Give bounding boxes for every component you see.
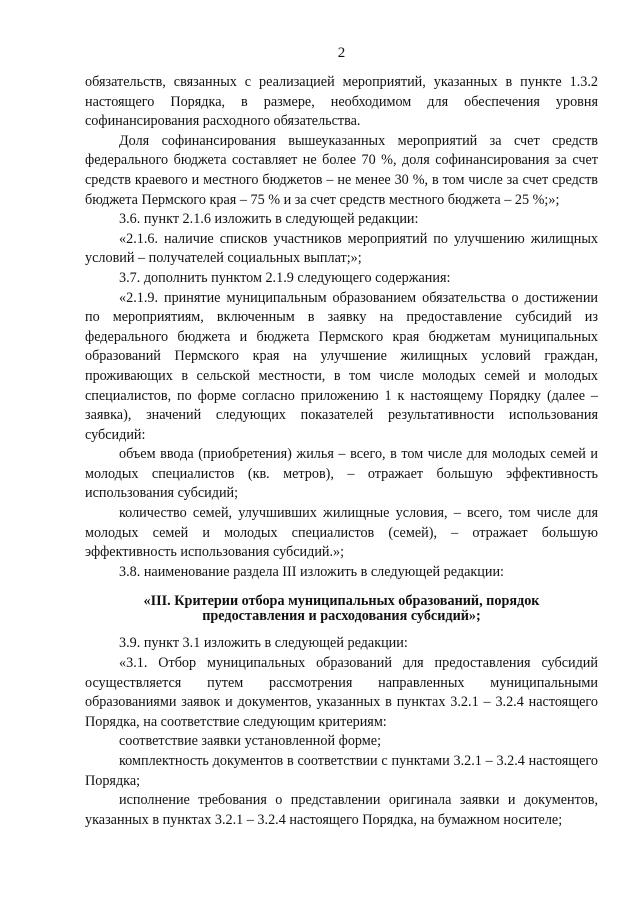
paragraph: обязательств, связанных с реализацией мероприятий, указанных в пункте 1.3.2 настоящего Порядка, в размере, необходимом для обеспечения уровня софинансирования расходного обязательства. bbox=[85, 74, 598, 130]
paragraph: 3.7. дополнить пунктом 2.1.9 следующего содержания: bbox=[119, 269, 451, 286]
paragraph: объем ввода (приобретения) жилья – всего, в том числе для молодых семей и молодых специалистов (кв. метров), – отражает большую эффективность использования субсидий; bbox=[85, 446, 598, 502]
paragraph: «2.1.9. принятие муниципальным образованием обязательства о достижении по мероприятиям, включенным в заявку на предоставление субсидий из федерального бюджета и бюджета Пермского края бюджетам муниципальных образований Пермского края на улучшение жилищных условий граждан, проживающих в сельской местности, в том числе молодых семей и молодых специалистов, по форме согласно приложению 1 к настоящему Порядку (далее – заявка), значений следующих показателей результативности использования субсидий: bbox=[85, 289, 598, 443]
paragraph: 3.6. пункт 2.1.6 изложить в следующей редакции: bbox=[119, 211, 419, 228]
section-heading-line: «III. Критерии отбора муниципальных образований, порядок bbox=[143, 593, 540, 610]
paragraph: 3.9. пункт 3.1 изложить в следующей редакции: bbox=[119, 635, 408, 652]
body-before-heading bbox=[85, 73, 598, 582]
paragraph: количество семей, улучшивших жилищные условия, – всего, том числе для молодых семей и молодых специалистов (семей), – отражает большую эффективность использования субсидий.»; bbox=[85, 505, 598, 561]
paragraph: 3.8. наименование раздела III изложить в следующей редакции: bbox=[119, 563, 504, 580]
paragraph: соответствие заявки установленной форме; bbox=[119, 733, 382, 750]
page-number: 2 bbox=[337, 45, 346, 61]
paragraph: комплектность документов в соответствии с пунктами 3.2.1 – 3.2.4 настоящего Порядка; bbox=[85, 753, 598, 789]
paragraph: Доля софинансирования вышеуказанных мероприятий за счет средств федерального бюджета составляет не более 70 %, доля софинансирования за счет средств краевого и местного бюджетов – не менее 30 %, в том числе за счет средств бюджета Пермского края – 75 % и за счет средств местного бюджета – 25 %;»; bbox=[85, 132, 598, 208]
paragraph: «3.1. Отбор муниципальных образований для предоставления субсидий осуществляется путем рассмотрения направленных муниципальными образованиями заявок и документов, указанных в пунктах 3.2.1 – 3.2.4 настоящего Порядка, на соответствие следующим критериям: bbox=[85, 655, 598, 730]
section-heading bbox=[85, 594, 598, 624]
section-heading-line: предоставления и расходования субсидий»; bbox=[202, 608, 481, 625]
body-after-heading bbox=[85, 634, 598, 830]
paragraph: «2.1.6. наличие списков участников мероприятий по улучшению жилищных условий – получателей социальных выплат;»; bbox=[85, 230, 598, 267]
paragraph: исполнение требования о представлении оригинала заявки и документов, указанных в пунктах 3.2.1 – 3.2.4 настоящего Порядка, на бумажном носителе; bbox=[85, 792, 598, 828]
